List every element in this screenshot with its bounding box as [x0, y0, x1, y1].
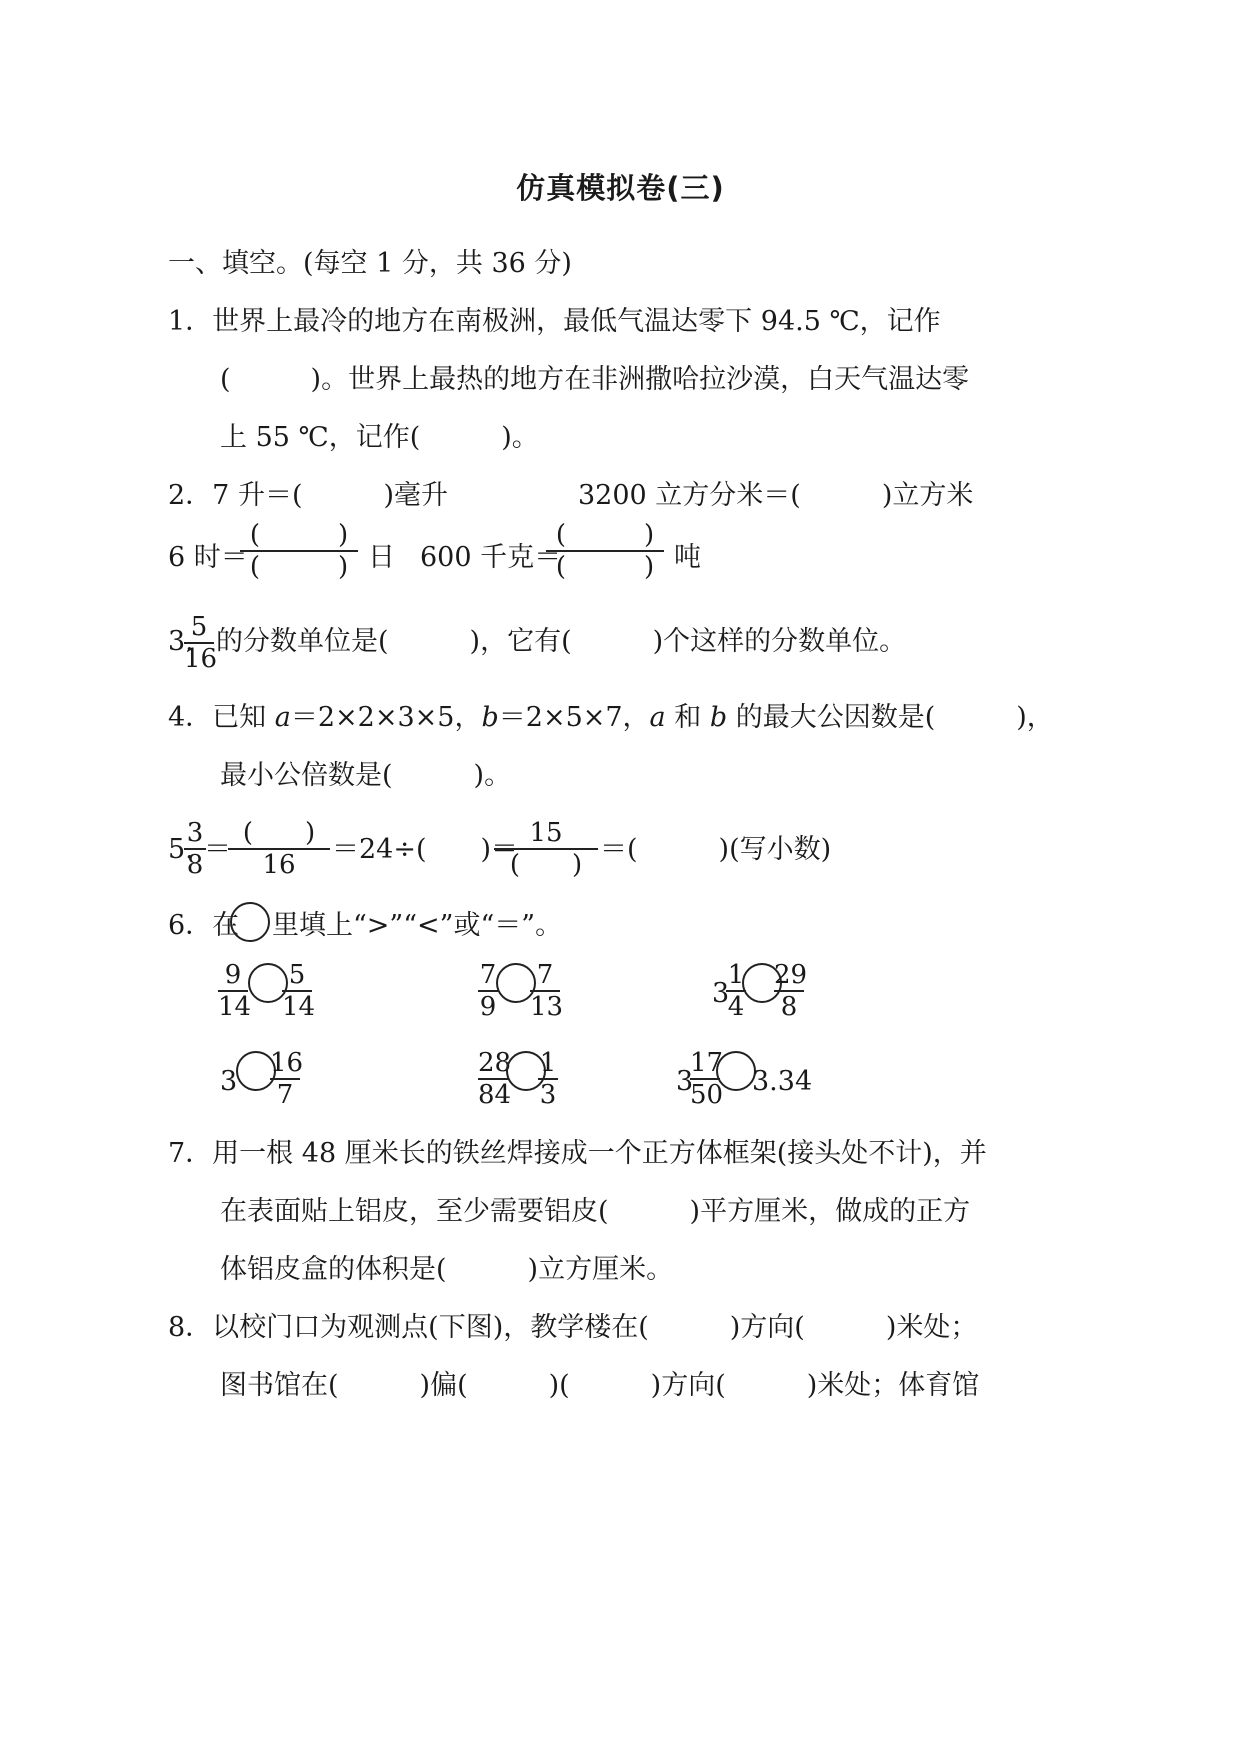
- question-4-line-2: 最小公倍数是( )。: [220, 760, 512, 791]
- fraction-blank[interactable]: 15 ( ): [494, 818, 598, 880]
- decimal-value: 3.34: [752, 1066, 813, 1097]
- question-8-line-1: 8．以校门口为观测点(下图)，教学楼在( )方向( )米处；: [168, 1312, 978, 1343]
- fraction: $\frac{16}{7}$: [270, 1048, 304, 1110]
- question-1-text: )。世界上最热的地方在非洲撒哈拉沙漠，白天气温达零: [310, 364, 970, 395]
- question-8-line-2: 图书馆在( )偏( )( )方向( )米处；体育馆: [220, 1370, 980, 1401]
- fraction-blank[interactable]: ( ) ( ): [240, 520, 358, 582]
- question-2-a: 2．7 升＝( )毫升: [168, 480, 449, 511]
- question-2-d-suffix: 吨: [674, 542, 701, 573]
- question-6-prefix: 6．在: [168, 910, 240, 941]
- fraction: $\frac{1}{3}$: [539, 1048, 557, 1110]
- fraction: $\frac{5}{14}$: [282, 960, 316, 1022]
- question-1-line-3: 上 55 ℃，记作( )。: [220, 422, 539, 453]
- whole-number: 3: [220, 1066, 238, 1097]
- compare-circle[interactable]: [716, 1051, 756, 1091]
- fraction-blank[interactable]: ( ) 16: [228, 818, 330, 880]
- question-1-line-1: 1．世界上最冷的地方在南极洲，最低气温达零下 94.5 ℃，记作: [168, 306, 941, 337]
- page-title: 仿真模拟卷(三): [516, 171, 725, 205]
- answer-blank[interactable]: (: [220, 364, 231, 395]
- equals-sign: ＝: [204, 834, 231, 865]
- question-5-number: 5.: [168, 834, 194, 865]
- fraction: $\frac{29}{8}$: [774, 960, 808, 1022]
- fraction-blank[interactable]: ( ) ( ): [546, 520, 664, 582]
- question-7-line-1: 7．用一根 48 厘米长的铁丝焊接成一个正方体框架(接头处不计)，并: [168, 1138, 987, 1169]
- circle-icon: [230, 902, 270, 942]
- question-1-line-2: [220, 362, 969, 398]
- fraction: $\frac{5}{16}$: [184, 612, 218, 674]
- question-7-line-2: 在表面贴上铝皮，至少需要铝皮( )平方厘米，做成的正方: [220, 1196, 971, 1227]
- fraction: $\frac{9}{14}$: [218, 960, 252, 1022]
- question-2-c-prefix: 6 时＝: [168, 542, 248, 573]
- fraction: $\frac{3}{8}$: [184, 818, 206, 880]
- question-3-number: 3.: [168, 626, 194, 657]
- fraction: $\frac{7}{13}$: [530, 960, 564, 1022]
- question-2-d-prefix: 600 千克＝: [420, 542, 562, 573]
- whole-number: 3: [712, 978, 730, 1009]
- section-heading: 一、填空。(每空 1 分，共 36 分): [168, 248, 572, 279]
- question-2-b: 3200 立方分米＝( )立方米: [578, 480, 974, 511]
- whole-number: 3: [676, 1066, 694, 1097]
- fraction: $\frac{28}{84}$: [478, 1048, 512, 1110]
- question-7-line-3: 体铝皮盒的体积是( )立方厘米。: [220, 1254, 674, 1285]
- question-3-text: 的分数单位是( )，它有( )个这样的分数单位。: [216, 626, 907, 657]
- question-2-c-suffix: 日: [368, 542, 395, 573]
- fraction: $\frac{17}{50}$: [690, 1048, 724, 1110]
- question-5-text: ＝( )(写小数): [600, 834, 832, 865]
- question-5-middle: ＝24÷( )＝: [332, 834, 519, 865]
- fraction: $\frac{7}{9}$: [479, 960, 497, 1022]
- question-4-line-1: 4．已知 a＝2×2×3×5，b＝2×5×7，a 和 b 的最大公因数是( )，: [168, 702, 1054, 733]
- question-6-text: 里填上“>”“<”或“＝”。: [272, 910, 563, 941]
- fraction: $\frac{1}{4}$: [727, 960, 745, 1022]
